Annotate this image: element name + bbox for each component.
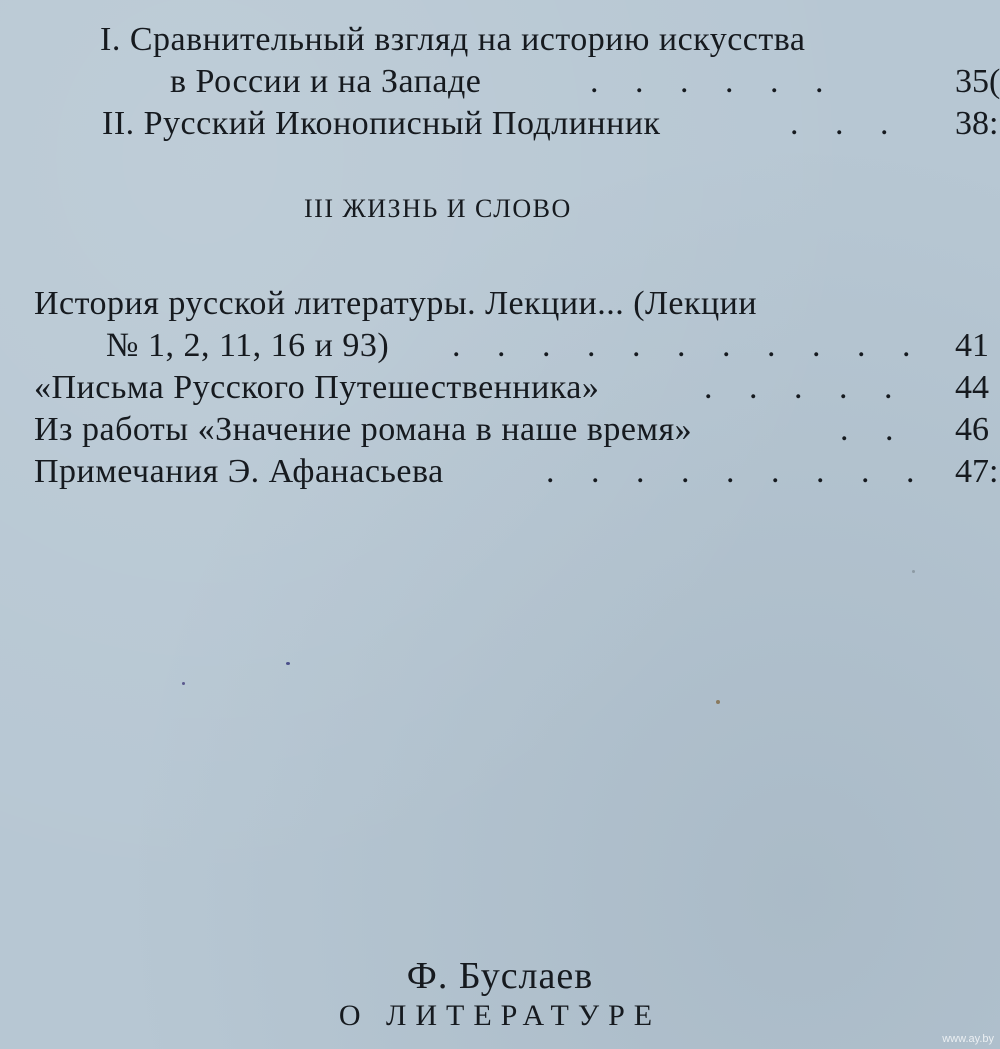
toc-entry-3-page-number: 41 — [955, 327, 989, 364]
toc-entry-3-title-line1: История русской литературы. Лекции... (Лекции — [34, 285, 758, 322]
toc-entry-5-page-number: 46 — [955, 411, 989, 448]
toc-entry-6-leader-dots: . . . . . . . . . — [546, 453, 929, 490]
watermark: www.ay.by — [942, 1033, 994, 1045]
toc-entry-1-title-line1: I. Сравнительный взгляд на историю искусства — [100, 21, 806, 58]
toc-entry-3-leader-dots: . . . . . . . . . . . — [452, 327, 925, 364]
paper-speck — [716, 700, 720, 704]
toc-entry-1-title-line2: в России и на Западе — [170, 63, 482, 100]
paper-speck — [912, 570, 915, 573]
toc-entry-2-page-number: 38: — [955, 105, 999, 142]
toc-entry-5-leader-dots: . . — [840, 411, 908, 448]
toc-entry-4-leader-dots: . . . . . — [704, 369, 907, 406]
toc-entry-2-leader-dots: . . . — [790, 105, 903, 142]
toc-entry-4-page-number: 44 — [955, 369, 989, 406]
toc-entry-6-title: Примечания Э. Афанасьева — [34, 453, 444, 490]
ink-speck — [182, 682, 185, 685]
toc-entry-5-title: Из работы «Значение романа в наше время» — [34, 411, 693, 448]
toc-entry-1-page-number: 35( — [955, 63, 1000, 100]
section-heading: III ЖИЗНЬ И СЛОВО — [304, 194, 572, 223]
toc-entry-2-title: II. Русский Иконописный Подлинник — [102, 105, 661, 142]
book-title: О ЛИТЕРАТУРЕ — [338, 999, 662, 1032]
toc-entry-1-leader-dots: . . . . . . — [590, 63, 838, 100]
book-author: Ф. Буслаев — [406, 955, 594, 997]
ink-speck — [286, 662, 290, 665]
toc-entry-4-title: «Письма Русского Путешественника» — [34, 369, 600, 406]
toc-entry-3-title-line2: № 1, 2, 11, 16 и 93) — [106, 327, 390, 364]
toc-entry-6-page-number: 47: — [955, 453, 999, 490]
